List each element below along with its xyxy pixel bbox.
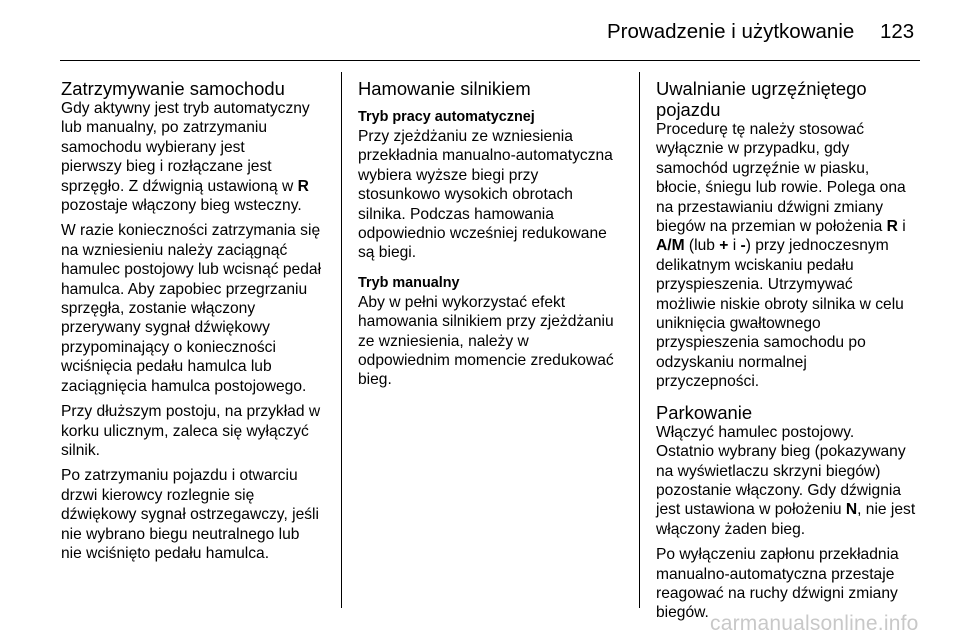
section-heading-parking: Parkowanie bbox=[656, 401, 753, 423]
gear-symbol-r: R bbox=[886, 218, 898, 236]
section-heading-rocking: Uwalnianie ugrzęźniętego pojazdu bbox=[656, 78, 867, 120]
paragraph: Włączyć hamulec postojowy. bbox=[656, 423, 855, 441]
gear-symbol-minus: - bbox=[740, 237, 746, 255]
gear-symbol-plus: + bbox=[719, 237, 729, 255]
header-rule bbox=[60, 60, 920, 61]
subheading-manual-mode: Tryb manualny bbox=[358, 274, 460, 291]
gear-symbol-am: A/M bbox=[656, 237, 685, 255]
header-title: Prowadzenie i użytkowanie bbox=[607, 20, 855, 43]
paragraph bbox=[656, 120, 922, 392]
text-span: ) przy jednoczesnym delikatnym wciskaniu pedału przyspieszenia. Utrzymywać możliwie niskie obroty silnika w celu uniknięcia gwałtownego przyspieszenia samochodu po odzyskaniu normalnej przyczepności. bbox=[656, 237, 904, 391]
column-stopping bbox=[61, 78, 327, 569]
column-engine-braking bbox=[358, 78, 624, 396]
column-divider bbox=[341, 72, 342, 608]
gear-symbol-r: R bbox=[297, 177, 309, 195]
paragraph: Po zatrzymaniu pojazdu i otwarciu drzwi kierowcy rozlegnie się dźwiękowy sygnał ostrzegawczy, jeśli nie wybrano biegu neutralnego lub nie wciśnięto pedału hamulca. bbox=[61, 467, 319, 562]
gear-symbol-n: N bbox=[845, 501, 858, 519]
subheading-automatic-mode: Tryb pracy automatycznej bbox=[358, 109, 535, 125]
watermark: carmanualsonline.info bbox=[710, 612, 919, 635]
text-span: , nie jest włączony żaden bieg. bbox=[656, 501, 916, 538]
paragraph: Po wyłączeniu zapłonu przekładnia manualno-automatyczna przestaje reagować na ruchy dźwigni zmiany biegów. bbox=[656, 546, 899, 622]
text-span: i bbox=[728, 237, 741, 255]
text-span: pozostaje włączony bieg wsteczny. bbox=[61, 197, 302, 215]
text-span: i bbox=[902, 218, 906, 236]
column-divider bbox=[639, 72, 640, 608]
text-span: Gdy aktywny jest tryb automatyczny lub manualny, po zatrzymaniu samochodu wybierany jest pierwszy bieg i rozłączane jest sprzęgło. Z dźwignią ustawioną w bbox=[61, 100, 310, 195]
paragraph: Przy dłuższym postoju, na przykład w korku ulicznym, zaleca się wyłączyć silnik. bbox=[61, 403, 321, 459]
paragraph bbox=[656, 442, 922, 539]
paragraph: Aby w pełni wykorzystać efekt hamowania silnikiem przy zjeżdżaniu ze wzniesienia, należy w odpowiednim momencie zredukować bieg. bbox=[358, 293, 614, 389]
text-span: Procedurę tę należy stosować wyłącznie w przypadku, gdy samochód ugrzęźnie w piasku, błocie, śniegu lub rowie. Polega ona na przestawianiu dźwigni zmiany biegów na przemian w położenia bbox=[656, 121, 906, 236]
text-span: Ostatnio wybrany bieg (pokazywany na wyświetlaczu skrzyni biegów) pozostanie włączony. Gdy dźwignia jest ustawiona w położeniu bbox=[656, 443, 906, 519]
section-heading-engine-braking: Hamowanie silnikiem bbox=[358, 78, 531, 99]
page-number: 123 bbox=[880, 20, 915, 43]
paragraph bbox=[61, 99, 327, 215]
section-heading-stopping: Zatrzymywanie samochodu bbox=[61, 78, 285, 99]
column-rocking bbox=[656, 78, 922, 629]
paragraph: W razie konieczności zatrzymania się na wzniesieniu należy zaciągnąć hamulec postojowy lub wcisnąć pedał hamulca. Aby zapobiec przegrzaniu sprzęgła, zostanie włączony przerywany sygnał dźwiękowy przypominający o konieczności wciśnięcia pedału hamulca lub zaciągnięcia hamulca postojowego. bbox=[61, 222, 322, 395]
text-span: (lub bbox=[684, 237, 720, 255]
paragraph: Przy zjeżdżaniu ze wzniesienia przekładnia manualno-automatyczna wybiera wyższe biegi przy stosunkowo wysokich obrotach silnika. Podczas hamowania odpowiednio wcześniej redukowane są biegi. bbox=[358, 128, 613, 262]
